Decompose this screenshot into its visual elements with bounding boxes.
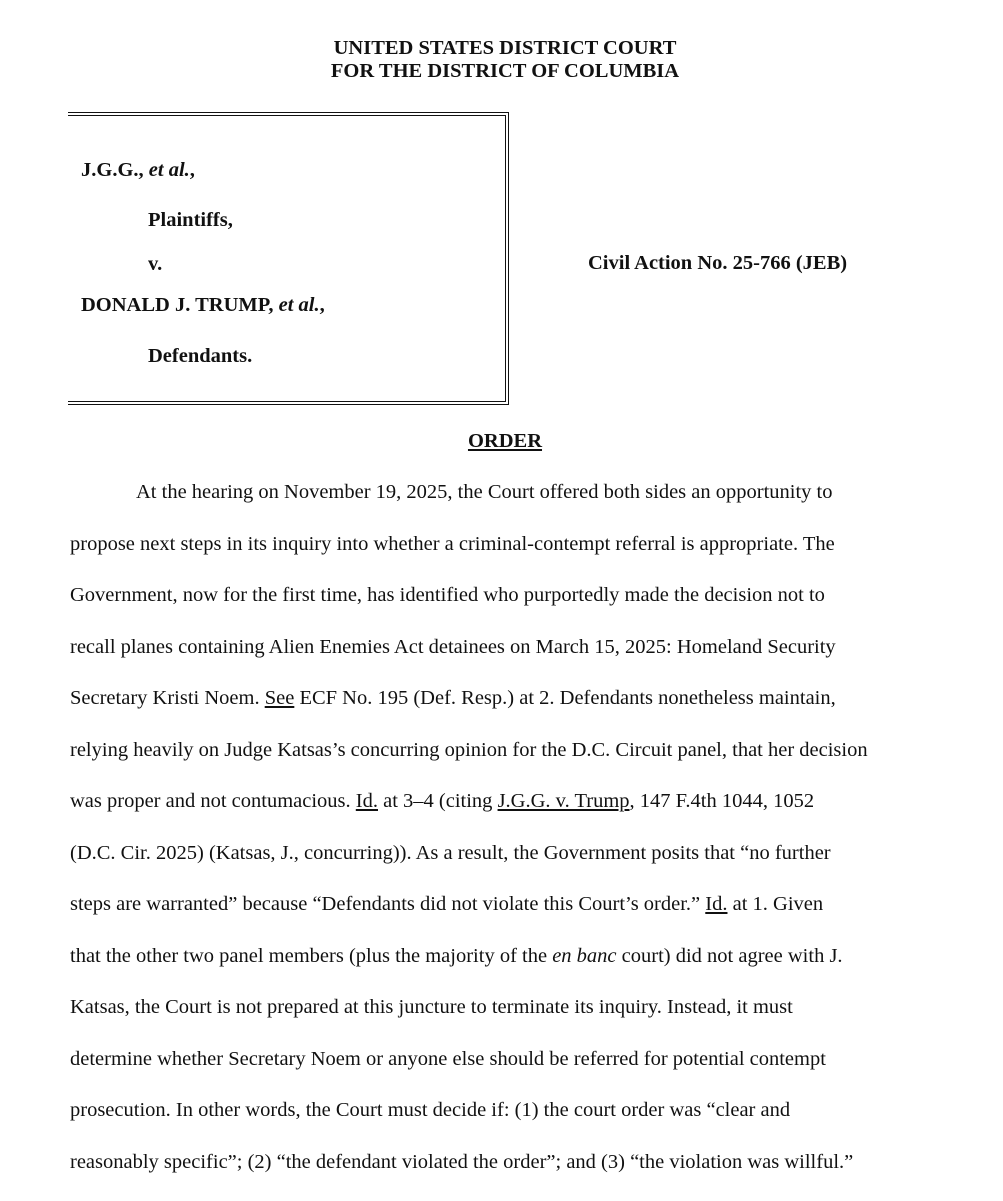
defendant-name (81, 293, 325, 317)
body-line: determine whether Secretary Noem or anyone else should be referred for potential contempt (70, 1047, 960, 1099)
body-text-span: , 147 F.4th 1044, 1052 (630, 790, 815, 812)
body-text-span: ECF No. 195 (Def. Resp.) at 2. Defendants nonetheless maintain, (294, 687, 835, 709)
body-text-span: that the other two panel members (plus the majority of the (70, 945, 552, 967)
body-text-span: at 3–4 (citing (378, 790, 498, 812)
body-line (70, 686, 960, 738)
court-header (0, 37, 1003, 83)
body-text-span: court) did not agree with J. (617, 945, 843, 967)
body-line: propose next steps in its inquiry into whether a criminal-contempt referral is appropriate. The (70, 532, 960, 584)
body-line: Katsas, the Court is not prepared at this juncture to terminate its inquiry. Instead, it must (70, 995, 960, 1047)
id-citation: Id. (356, 790, 378, 812)
defendant-et-al: et al. (279, 294, 320, 316)
plaintiffs-label: Plaintiffs, (148, 208, 233, 232)
case-citation: J.G.G. v. Trump (498, 790, 630, 812)
plaintiff-comma: , (190, 159, 195, 181)
body-line: recall planes containing Alien Enemies Act detainees on March 15, 2025: Homeland Security (70, 635, 960, 687)
body-text-span: at 1. Given (727, 893, 823, 915)
court-name-line: UNITED STATES DISTRICT COURT (0, 37, 1003, 60)
body-text-span: was proper and not contumacious. (70, 790, 356, 812)
versus-label: v. (148, 252, 162, 276)
body-line (70, 944, 960, 996)
plaintiff-et-al: et al. (149, 159, 190, 181)
defendants-label: Defendants. (148, 344, 252, 368)
body-text-span: steps are warranted” because “Defendants did not violate this Court’s order.” (70, 893, 705, 915)
en-banc-term: en banc (552, 945, 616, 967)
id-citation: Id. (705, 893, 727, 915)
case-caption-box (68, 112, 509, 405)
body-line: relying heavily on Judge Katsas’s concurring opinion for the D.C. Circuit panel, that her decision (70, 738, 960, 790)
defendant-comma: , (320, 294, 325, 316)
order-title: ORDER (0, 429, 1003, 453)
plaintiff-name-text: J.G.G., (81, 159, 149, 181)
body-line: (D.C. Cir. 2025) (Katsas, J., concurring)). As a result, the Government posits that “no further (70, 841, 960, 893)
see-signal: See (265, 687, 295, 709)
order-body (70, 480, 960, 1201)
court-district-line: FOR THE DISTRICT OF COLUMBIA (0, 60, 1003, 83)
body-line: prosecution. In other words, the Court must decide if: (1) the court order was “clear and (70, 1098, 960, 1150)
plaintiff-name (81, 158, 195, 182)
body-line (70, 892, 960, 944)
body-line (70, 789, 960, 841)
civil-action-number: Civil Action No. 25-766 (JEB) (588, 251, 847, 275)
body-line: reasonably specific”; (2) “the defendant violated the order”; and (3) “the violation was willful.” (70, 1150, 960, 1201)
body-line: Government, now for the first time, has identified who purportedly made the decision not to (70, 583, 960, 635)
defendant-name-text: DONALD J. TRUMP, (81, 294, 279, 316)
body-text-span: Secretary Kristi Noem. (70, 687, 265, 709)
body-line: At the hearing on November 19, 2025, the Court offered both sides an opportunity to (70, 480, 960, 532)
